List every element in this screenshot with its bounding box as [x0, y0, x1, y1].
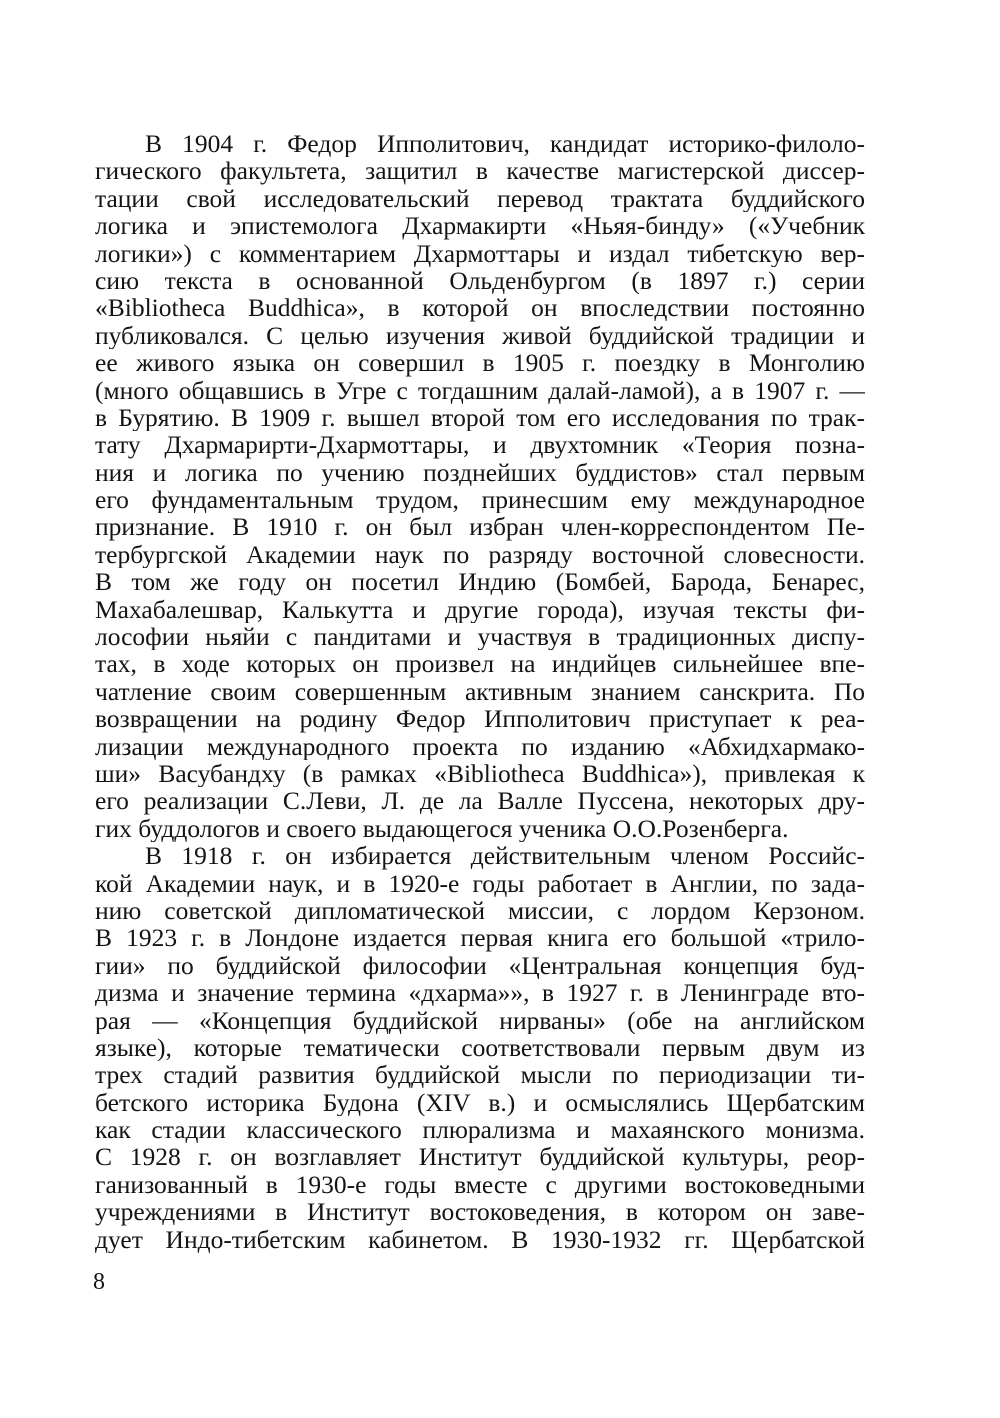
text-line: гического факультета, защитил в качестве магистерской диссер-: [95, 157, 865, 185]
text-line: «Bibliotheca Buddhica», в которой он впоследствии постоянно: [95, 294, 865, 322]
text-line: ганизованный в 1930-е годы вместе с другими востоковедными: [95, 1170, 865, 1199]
text-line: лософии ньяйи с пандитами и участвуя в традиционных диспу-: [95, 623, 865, 651]
text-line: возвращении на родину Федор Ипполитович приступает к реа-: [95, 705, 865, 733]
text-line: его фундаментальным трудом, принесшим ему международное: [95, 486, 865, 514]
text-line: языке), которые тематически соответствовали первым двум из: [95, 1033, 865, 1062]
text-line: гии» по буддийской философии «Центральная концепция буд-: [95, 951, 865, 980]
text-line: признание. В 1910 г. он был избран член-корреспондентом Пе-: [95, 513, 865, 541]
text-line: как стадии классического плюрализма и махаянского монизма.: [95, 1116, 865, 1144]
text-line: В том же году он посетил Индию (Бомбей, Барода, Бенарес,: [95, 568, 865, 596]
text-line: В 1923 г. в Лондоне издается первая книга его большой «трило-: [95, 924, 865, 952]
text-line: сию текста в основанной Ольденбургом (в 1897 г.) серии: [95, 266, 865, 295]
text-line: публиковался. С целью изучения живой буддийской традиции и: [95, 321, 865, 350]
text-line: чатление своим совершенным активным знанием санскрита. По: [95, 677, 865, 706]
body-text: [95, 130, 865, 1253]
text-line: трех стадий развития буддийской мысли по периодизации ти-: [95, 1061, 865, 1089]
text-line: В 1918 г. он избирается действительным членом Российс-: [145, 842, 865, 870]
text-line: (много общавшись в Угре с тогдашним далай-ламой), а в 1907 г. —: [95, 376, 865, 404]
text-line: Махабалешвар, Калькутта и другие города), изучая тексты фи-: [95, 595, 865, 624]
text-line: учреждениями в Институт востоковедения, в котором он заве-: [95, 1198, 865, 1226]
text-line: дизма и значение термина «дхарма»», в 1927 г. в Ленинграде вто-: [95, 979, 865, 1007]
text-line: ши» Васубандху (в рамках «Bibliotheca Buddhica»), привлекая к: [95, 759, 865, 788]
text-line: дует Индо-тибетским кабинетом. В 1930-1932 гг. Щербатской: [95, 1225, 865, 1254]
text-line: логики») с комментарием Дхармоттары и издал тибетскую вер-: [95, 239, 865, 267]
text-line: его реализации С.Леви, Л. де ла Валле Пуссена, некоторых дру-: [95, 787, 865, 815]
text-line: ния и логика по учению позднейших буддистов» стал первым: [95, 458, 865, 487]
text-line: нию советской дипломатической миссии, с лордом Керзоном.: [95, 896, 865, 925]
text-line: С 1928 г. он возглавляет Институт буддийской культуры, реор-: [95, 1143, 865, 1171]
text-line: тации свой исследовательский перевод трактата буддийского: [95, 184, 865, 213]
text-line: гих буддологов и своего выдающегося ученика О.О.Розенберга.: [95, 814, 789, 843]
text-line: логика и эпистемолога Дхармакирти «Ньяя-бинду» («Учебник: [95, 212, 865, 240]
text-line: бетского историка Будона (XIV в.) и осмыслялись Щербатским: [95, 1088, 865, 1117]
text-line: лизации международного проекта по изданию «Абхидхармако-: [95, 732, 865, 760]
page-number: 8: [93, 1269, 105, 1295]
text-line: в Бурятию. В 1909 г. вышел второй том его исследования по трак-: [95, 403, 865, 432]
text-line: кой Академии наук, и в 1920-е годы работает в Англии, по зада-: [95, 869, 865, 897]
text-line: В 1904 г. Федор Ипполитович, кандидат историко-филоло-: [145, 130, 865, 158]
text-line: тату Дхармарирти-Дхармоттары, и двухтомник «Теория позна-: [95, 431, 865, 459]
text-line: тербургской Академии наук по разряду восточной словесности.: [95, 540, 865, 569]
text-line: рая — «Концепция буддийской нирваны» (обе на английском: [95, 1006, 865, 1034]
text-line: тах, в ходе которых он произвел на индийцев сильнейшее впе-: [95, 650, 865, 678]
text-line: ее живого языка он совершил в 1905 г. поездку в Монголию: [95, 349, 865, 377]
